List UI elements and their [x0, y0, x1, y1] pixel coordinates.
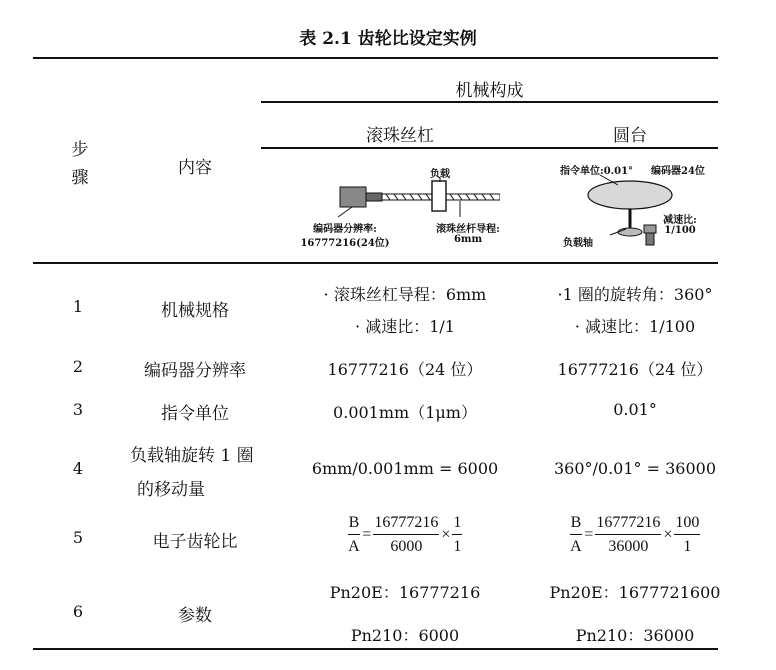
equals-sign: = [362, 526, 372, 543]
row1-ball-b: · 减速比：1/1 [355, 317, 455, 336]
numerator-1: 16777216 [595, 514, 661, 535]
row6-table-b: Pn210：36000 [575, 626, 695, 645]
row6-step: 6 [72, 602, 84, 621]
lead-label-2: 6mm [453, 234, 483, 245]
table-title: 表 2.1 齿轮比设定实例 [299, 29, 477, 49]
row5-ball-equation [300, 510, 510, 560]
header-content: 内容 [178, 158, 212, 178]
lead-label-1: 滚珠丝杆导程: [436, 224, 500, 235]
reducer-label-1: 减速比: [663, 215, 697, 226]
lhs-denominator: A [348, 538, 360, 555]
encoder-res-label-2: 16777216(24位) [300, 238, 390, 249]
header-step [60, 136, 100, 192]
lhs-fraction [348, 514, 361, 555]
row6-ball-a: Pn20E：16777216 [329, 583, 481, 602]
bottom-rule [33, 648, 718, 650]
row4-content-b: 的移动量 [137, 480, 205, 500]
encoder-res-label-1: 编码器分辨率: [313, 224, 377, 235]
mech-rule [261, 101, 718, 103]
reducer-label-2: 1/100 [664, 225, 696, 236]
denominator-1: 36000 [608, 538, 649, 555]
row5-step: 5 [72, 528, 84, 547]
row4-step: 4 [72, 459, 84, 478]
row5-table-equation [530, 510, 740, 560]
header-step-label: 步骤 [71, 140, 89, 188]
command-unit-label: 指令单位:0.01° [560, 166, 634, 177]
top-rule [33, 57, 718, 59]
row2-step: 2 [72, 357, 84, 376]
row2-content: 编码器分辨率 [144, 361, 246, 381]
lhs-numerator: B [570, 514, 583, 535]
row1-step: 1 [72, 297, 84, 316]
numerator-2: 100 [674, 514, 700, 535]
load-shaft-label: 负载轴 [563, 238, 593, 249]
header-mech: 机械构成 [455, 81, 524, 101]
row3-table: 0.01° [613, 400, 657, 419]
row4-content-a: 负载轴旋转 1 圈 [130, 446, 254, 466]
lhs-denominator: A [570, 538, 582, 555]
row1-ball-a: · 滚珠丝杠导程：6mm [323, 285, 487, 304]
numerator-1: 16777216 [373, 514, 439, 535]
row3-content: 指令单位 [161, 404, 229, 424]
equals-sign: = [584, 526, 594, 543]
header-ball-screw: 滚珠丝杠 [366, 126, 434, 146]
lhs-numerator: B [348, 514, 361, 535]
row1-table-b: · 减速比：1/100 [574, 317, 696, 336]
row6-content: 参数 [178, 606, 212, 626]
lhs-fraction [570, 514, 583, 555]
denominator-1: 6000 [390, 538, 423, 555]
row4-ball: 6mm/0.001mm = 6000 [311, 459, 499, 478]
fraction-1 [373, 514, 439, 555]
numerator-2: 1 [452, 514, 462, 535]
denominator-2: 1 [683, 538, 692, 555]
row1-table-a: ·1 圈的旋转角：360° [557, 285, 713, 304]
fraction-1 [595, 514, 661, 555]
denominator-2: 1 [453, 538, 462, 555]
times-sign: × [663, 526, 673, 543]
row3-ball: 0.001mm（1μm） [333, 403, 477, 422]
header-turntable: 圆台 [613, 126, 647, 146]
row3-step: 3 [72, 400, 84, 419]
encoder-bits-label: 编码器24位 [651, 166, 705, 177]
row6-ball-b: Pn210：6000 [350, 626, 460, 645]
row6-table-a: Pn20E：1677721600 [549, 583, 721, 602]
row2-ball: 16777216（24 位） [327, 360, 483, 379]
fraction-2 [674, 514, 700, 555]
row1-content: 机械规格 [161, 301, 229, 321]
times-sign: × [441, 526, 451, 543]
header-bottom-rule [33, 262, 718, 264]
row4-table: 360°/0.01° = 36000 [553, 459, 717, 478]
row2-table: 16777216（24 位） [557, 360, 713, 379]
fraction-2 [452, 514, 462, 555]
load-label: 负载 [430, 169, 450, 180]
sub-header-rule [261, 147, 718, 149]
row5-content: 电子齿轮比 [152, 532, 238, 552]
